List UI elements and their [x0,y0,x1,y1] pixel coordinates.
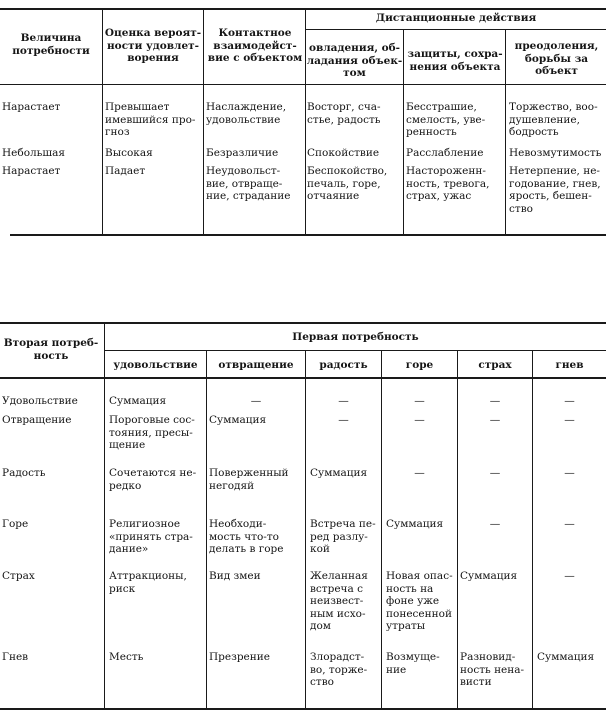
cell: Разновид- ность нена- висти [460,651,525,688]
row-label-fear: Страх [2,570,35,582]
cell: Суммация [209,414,267,426]
row3-contact: Неудовольст- вие, отвраще- ние, страдание [206,165,291,202]
table1-col-divider [505,30,506,235]
cell: — [338,414,349,426]
table1-col-divider [403,30,404,235]
row3-possession: Беспокойство, печаль, горе, отчаяние [307,165,388,202]
header-overcoming: преодоления, борьбы за объект [514,40,599,77]
table1-col-divider [203,10,204,235]
header-distance-actions: Дистанционные действия [375,12,537,24]
cell: — [338,395,349,407]
cell: Религиозное «принять стра- дание» [109,518,193,555]
col-header-disgust: отвращение [218,359,294,371]
table1-top-rule [0,8,606,10]
header-second-need: Вторая потреб- ность [3,337,99,362]
table2-top-rule [0,322,606,324]
cell: Возмуще- ние [386,651,440,676]
cell: — [564,414,575,426]
row1-contact: Наслаждение, удовольствие [206,101,287,126]
col-header-joy: радость [319,359,368,371]
cell: — [564,395,575,407]
cell: Презрение [209,651,270,663]
cell: — [250,395,262,407]
cell: — [564,518,575,530]
cell: — [489,467,501,479]
header-first-need: Первая потребность [292,331,419,343]
row3-protection: Настороженн- ность, тревога, страх, ужас [406,165,490,202]
table2-group-header-rule [105,350,606,351]
row3-magnitude: Нарастает [2,165,61,177]
table1-bottom-rule [10,234,606,236]
col-header-grief: горе [405,359,434,371]
cell: Суммация [310,467,368,479]
table1-col-divider [102,10,103,235]
cell: — [489,414,501,426]
cell: — [414,395,425,407]
row1-overcoming: Торжество, воо- душевление, бодрость [509,101,598,138]
header-contact: Контактное взаимодейст- вие с объектом [207,27,303,64]
cell: Злорадст- во, торже- ство [310,651,368,688]
header-estimate: Оценка вероят- ности удовлет- ворения [104,27,202,64]
header-magnitude: Величина потребности [12,32,90,57]
cell: Суммация [460,570,518,582]
row-label-joy: Радость [2,467,46,479]
row-label-pleasure: Удовольствие [2,395,78,407]
table2-col-divider [104,324,105,709]
cell: Аттракционы, риск [109,570,187,595]
cell: Суммация [537,651,595,663]
row-label-anger: Гнев [2,651,29,663]
table1-distance-header-rule [306,29,606,30]
row2-protection: Расслабление [406,147,484,159]
row2-contact: Безразличие [206,147,279,159]
row2-estimate: Высокая [105,147,153,159]
row-label-disgust: Отвращение [2,414,72,426]
row3-estimate: Падает [105,165,146,177]
cell: Встреча пе- ред разлу- кой [310,518,376,555]
row2-overcoming: Невозмутимость [509,147,602,159]
col-header-anger: гнев [555,359,584,371]
row1-magnitude: Нарастает [2,101,61,113]
row2-possession: Спокойствие [307,147,380,159]
row2-magnitude: Небольшая [2,147,66,159]
cell: Необходи- мость что-то делать в горе [209,518,284,555]
cell: Поверженный негодяй [209,467,289,492]
cell: — [414,467,425,479]
table1-header-bottom-rule [0,84,606,85]
cell: Вид змеи [209,570,261,582]
cell: — [564,467,575,479]
cell: Пороговые сос- тояния, пресы- щение [109,414,195,451]
cell: Новая опас- ность на фоне уже понесенной утраты [386,570,453,632]
table2-bottom-rule [0,708,606,710]
cell: — [489,518,501,530]
row3-overcoming: Нетерпение, не- годование, гнев, ярость, бешен- ство [509,165,601,215]
cell: Месть [109,651,144,663]
cell: — [414,414,425,426]
cell: Сочетаются не- редко [109,467,197,492]
header-protection: защиты, сохра- нения объекта [407,48,503,73]
col-header-pleasure: удовольствие [113,359,198,371]
table2-header-bottom-rule [0,377,606,379]
cell: — [564,570,575,582]
col-header-fear: страх [478,359,512,371]
cell: Желанная встреча с неизвест- ным исхо- дом [310,570,368,632]
row1-estimate: Превышает имевшийся про- гноз [105,101,196,138]
row-label-grief: Горе [2,518,29,530]
row1-possession: Восторг, сча- стье, радость [307,101,381,126]
cell: Суммация [109,395,167,407]
row1-protection: Бесстрашие, смелость, уве- ренность [406,101,486,138]
header-possession: овладения, об- ладания объек- том [306,42,403,79]
cell: — [489,395,501,407]
cell: Суммация [386,518,444,530]
